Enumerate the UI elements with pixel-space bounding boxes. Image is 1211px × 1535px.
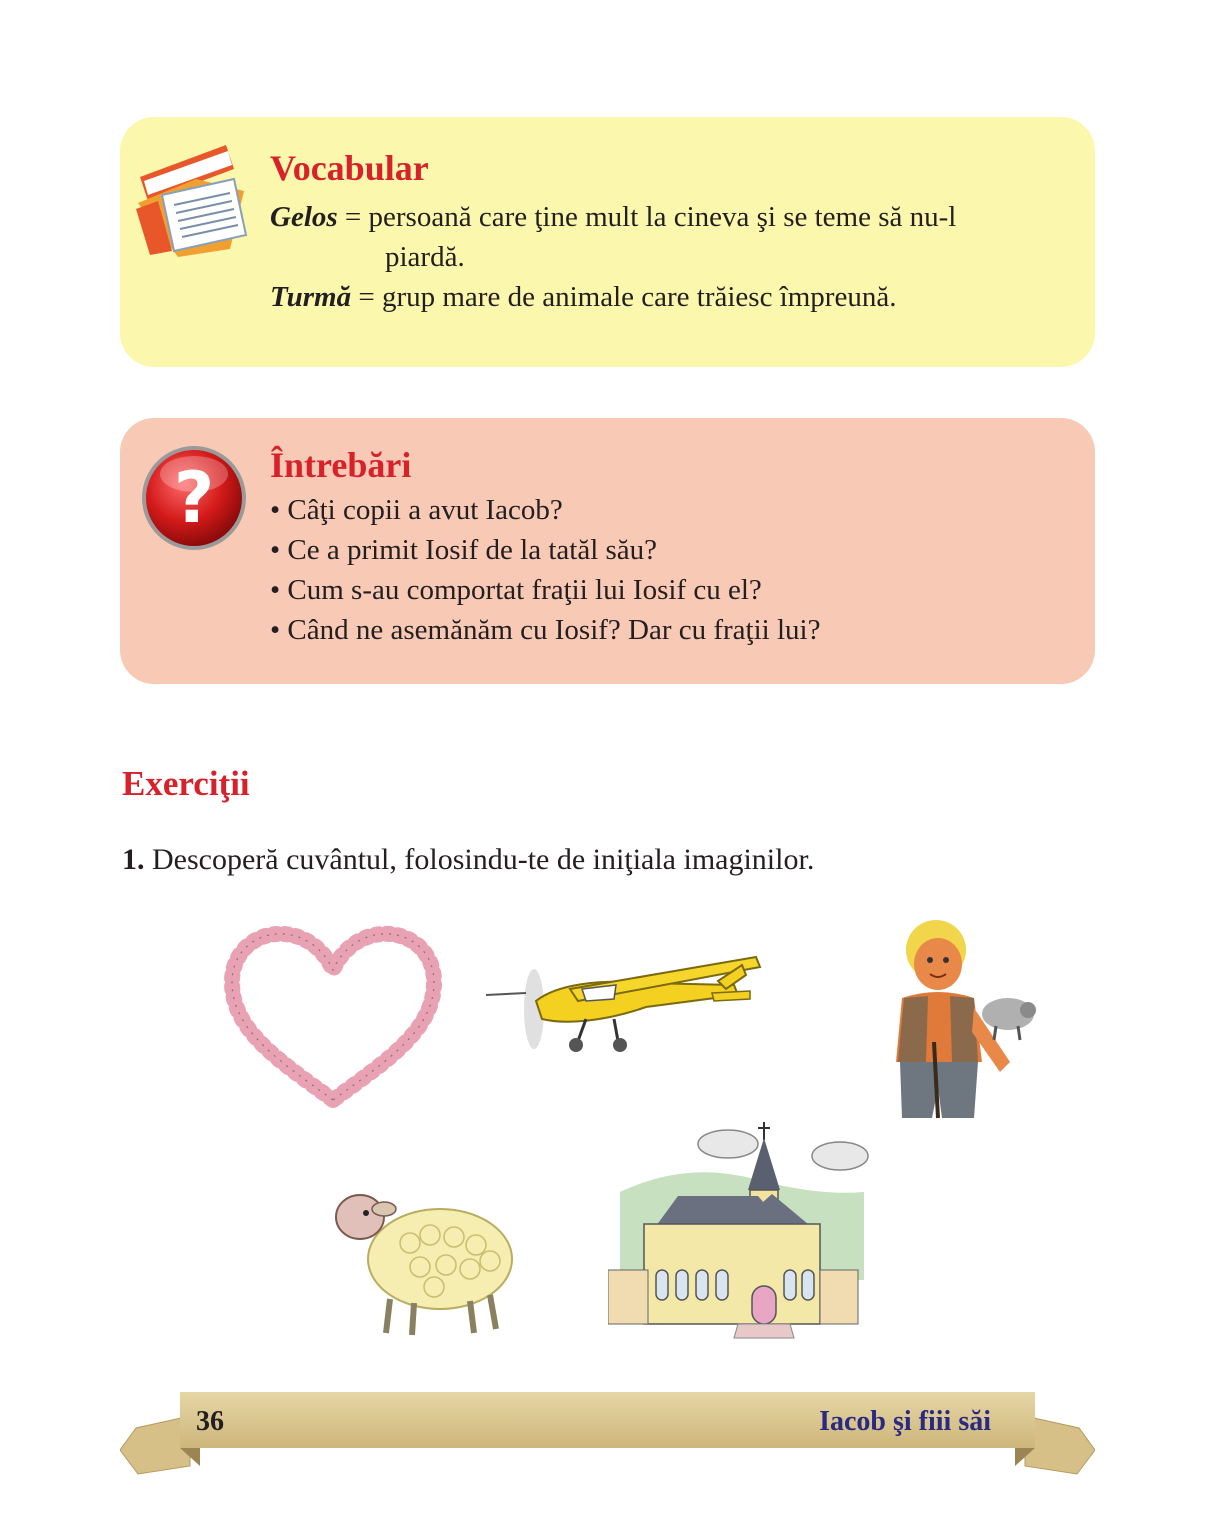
documents-icon (134, 139, 254, 257)
vocabulary-box (120, 117, 1095, 367)
question-item: • Ce a primit Iosif de la tatăl său? (270, 530, 820, 570)
page-number: 36 (196, 1406, 224, 1437)
vocabulary-definition-continued: piardă. (385, 241, 465, 273)
vocabulary-separator: = (351, 281, 382, 313)
questions-title: Întrebări (270, 445, 412, 485)
questions-list (270, 490, 820, 650)
vocabulary-title: Vocabular (270, 148, 429, 188)
exercise-item (122, 840, 814, 880)
exercise-number: 1. (122, 843, 145, 876)
svg-text:?: ? (173, 457, 215, 539)
exercises-title: Exerciţii (122, 764, 250, 803)
vocabulary-definition: persoană care ţine mult la cineva şi se teme să nu-l (368, 201, 957, 233)
question-item: • Când ne asemănăm cu Iosif? Dar cu fraţii lui? (270, 610, 820, 650)
question-item: • Câţi copii a avut Iacob? (270, 490, 820, 530)
exercise-text: Descoperă cuvântul, folosindu-te de iniţiala imaginilor. (144, 843, 815, 876)
airplane-image (486, 945, 768, 1057)
vocabulary-definition: grup mare de animale care trăiesc împreună. (381, 281, 897, 313)
vocabulary-entry (270, 277, 1080, 317)
vocabulary-term: Gelos (270, 201, 338, 233)
sheep-image (330, 1183, 520, 1343)
shepherd-boy-image (882, 912, 1042, 1122)
vocabulary-separator: = (337, 201, 369, 233)
heart-of-flowers-image (218, 920, 448, 1112)
church-image (608, 1120, 870, 1342)
question-mark-icon (140, 444, 248, 552)
vocabulary-entry (270, 197, 1080, 277)
running-title: Iacob şi fiii săi (819, 1406, 991, 1437)
questions-box (120, 418, 1095, 684)
vocabulary-term: Turmă (270, 281, 352, 313)
question-item: • Cum s-au comportat fraţii lui Iosif cu el? (270, 570, 820, 610)
